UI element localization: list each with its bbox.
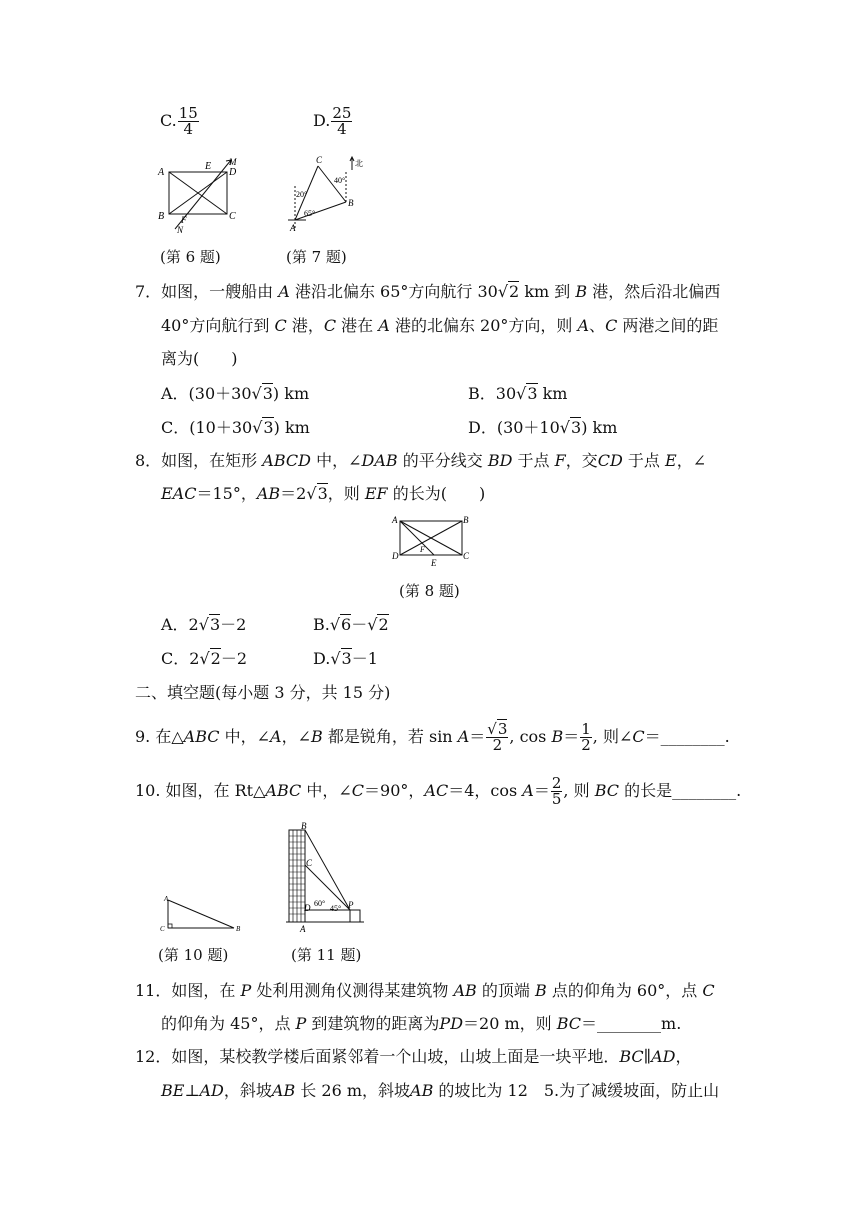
q7-option-c: C．(10＋30√3) km [161, 418, 310, 437]
q7-line1: 7．如图，一艘船由 A 港沿北偏东 65°方向航行 30√2 km 到 B 港，然后沿北偏西 [135, 282, 721, 301]
q8-line1: 8．如图，在矩形 ABCD 中，∠DAB 的平分线交 BD 于点 F，交CD 于点 E，∠ [135, 451, 707, 470]
fig11-label: P [348, 900, 354, 910]
q11-line2: 的仰角为 45°，点 P 到建筑物的距离为PD＝20 m，则 BC＝________m. [161, 1014, 682, 1033]
q7-option-b: B．30√3 km [468, 384, 568, 403]
fig11-caption: (第 11 题) [291, 946, 362, 964]
figure-7-diagram [280, 152, 370, 238]
fig7-label: A [290, 223, 296, 233]
q8-option-d: D.√3－1 [313, 649, 378, 668]
fig7-label: 65° [304, 209, 316, 218]
q10-line: 10. 如图，在 Rt△ABC 中，∠C＝90°，AC＝4，cos A＝ $\frac{2}{5}$ , 则 BC 的长是________. [135, 774, 742, 808]
q6-option-d: D. $\frac{25}{4}$ [313, 104, 352, 138]
q6-option-c: C. $\frac{15}{4}$ [160, 104, 198, 138]
section-heading: 二、填空题(每小题 3 分，共 15 分) [135, 683, 391, 702]
q7-line2: 40°方向航行到 C 港，C 港在 A 港的北偏东 20°方向，则 A、C 两港之间的距 [161, 316, 719, 335]
q12-line1: 12．如图，某校教学楼后面紧邻着一个山坡，山坡上面是一块平地．BC∥AD， [135, 1047, 692, 1066]
fig8-label: C [463, 551, 470, 561]
fig7-label: C [316, 155, 323, 165]
fig6-label: N [177, 225, 184, 235]
q9-line: 9. 在△ABC 中，∠A，∠B 都是锐角，若 sin A＝ $\frac{√3}{2}$ , cos B＝ $\frac{1}{2}$ , 则∠C＝________. [135, 720, 730, 754]
fig6-label: F [181, 215, 187, 225]
fig8-label: E [431, 558, 437, 568]
fig6-label: E [205, 161, 212, 172]
q8-option-a: A．2√3－2 [161, 615, 247, 634]
fig10-label: A [164, 895, 169, 903]
fig7-caption: (第 7 题) [286, 248, 347, 266]
fig11-label: A [300, 924, 306, 934]
fig8-label: F [420, 545, 425, 554]
q7-option-a: A．(30＋30√3) km [161, 384, 310, 403]
figure-6-diagram [155, 155, 245, 235]
q11-line1: 11．如图，在 P 处利用测角仪测得某建筑物 AB 的顶端 B 点的仰角为 60°，点 C [135, 981, 715, 1000]
q7-option-d: D．(30＋10√3) km [468, 418, 618, 437]
fig11-label: 60° [314, 899, 326, 908]
fig7-label: B [348, 198, 354, 208]
q7-line3: 离为( ) [161, 349, 238, 368]
fig6-label: D [229, 167, 237, 178]
fig10-caption: (第 10 题) [158, 946, 229, 964]
fig7-label: 40° [334, 176, 346, 185]
fig11-label: C [306, 858, 313, 868]
fig6-caption: (第 6 题) [160, 248, 221, 266]
q8-line2: EAC＝15°，AB＝2√3，则 EF 的长为( ) [161, 484, 486, 503]
fig8-label: A [392, 515, 398, 525]
figure-10-diagram [158, 893, 248, 935]
fig8-label: D [392, 551, 399, 561]
fig8-caption: (第 8 题) [399, 582, 460, 600]
fig10-label: C [160, 925, 165, 933]
fig8-label: B [463, 515, 469, 525]
figure-11-diagram [282, 820, 372, 938]
fig11-label: B [301, 821, 307, 831]
fig6-label: M [229, 157, 237, 167]
q8-option-c: C．2√2－2 [161, 649, 248, 668]
q8-option-b: B.√6－√2 [313, 615, 389, 634]
fig11-label: D [304, 903, 311, 913]
q12-line2: BE⊥AD，斜坡AB 长 26 m，斜坡AB 的坡比为 12 5.为了减缓坡面，防止山 [161, 1081, 720, 1100]
fig6-label: B [158, 211, 165, 222]
fig6-label: A [158, 167, 165, 178]
fig10-label: B [236, 925, 241, 933]
figure-8-diagram [388, 512, 474, 570]
fig7-label: 北 [355, 159, 363, 168]
fig7-label: 20° [296, 190, 308, 199]
fig6-label: C [229, 211, 236, 222]
fig11-label: 45° [330, 904, 342, 913]
